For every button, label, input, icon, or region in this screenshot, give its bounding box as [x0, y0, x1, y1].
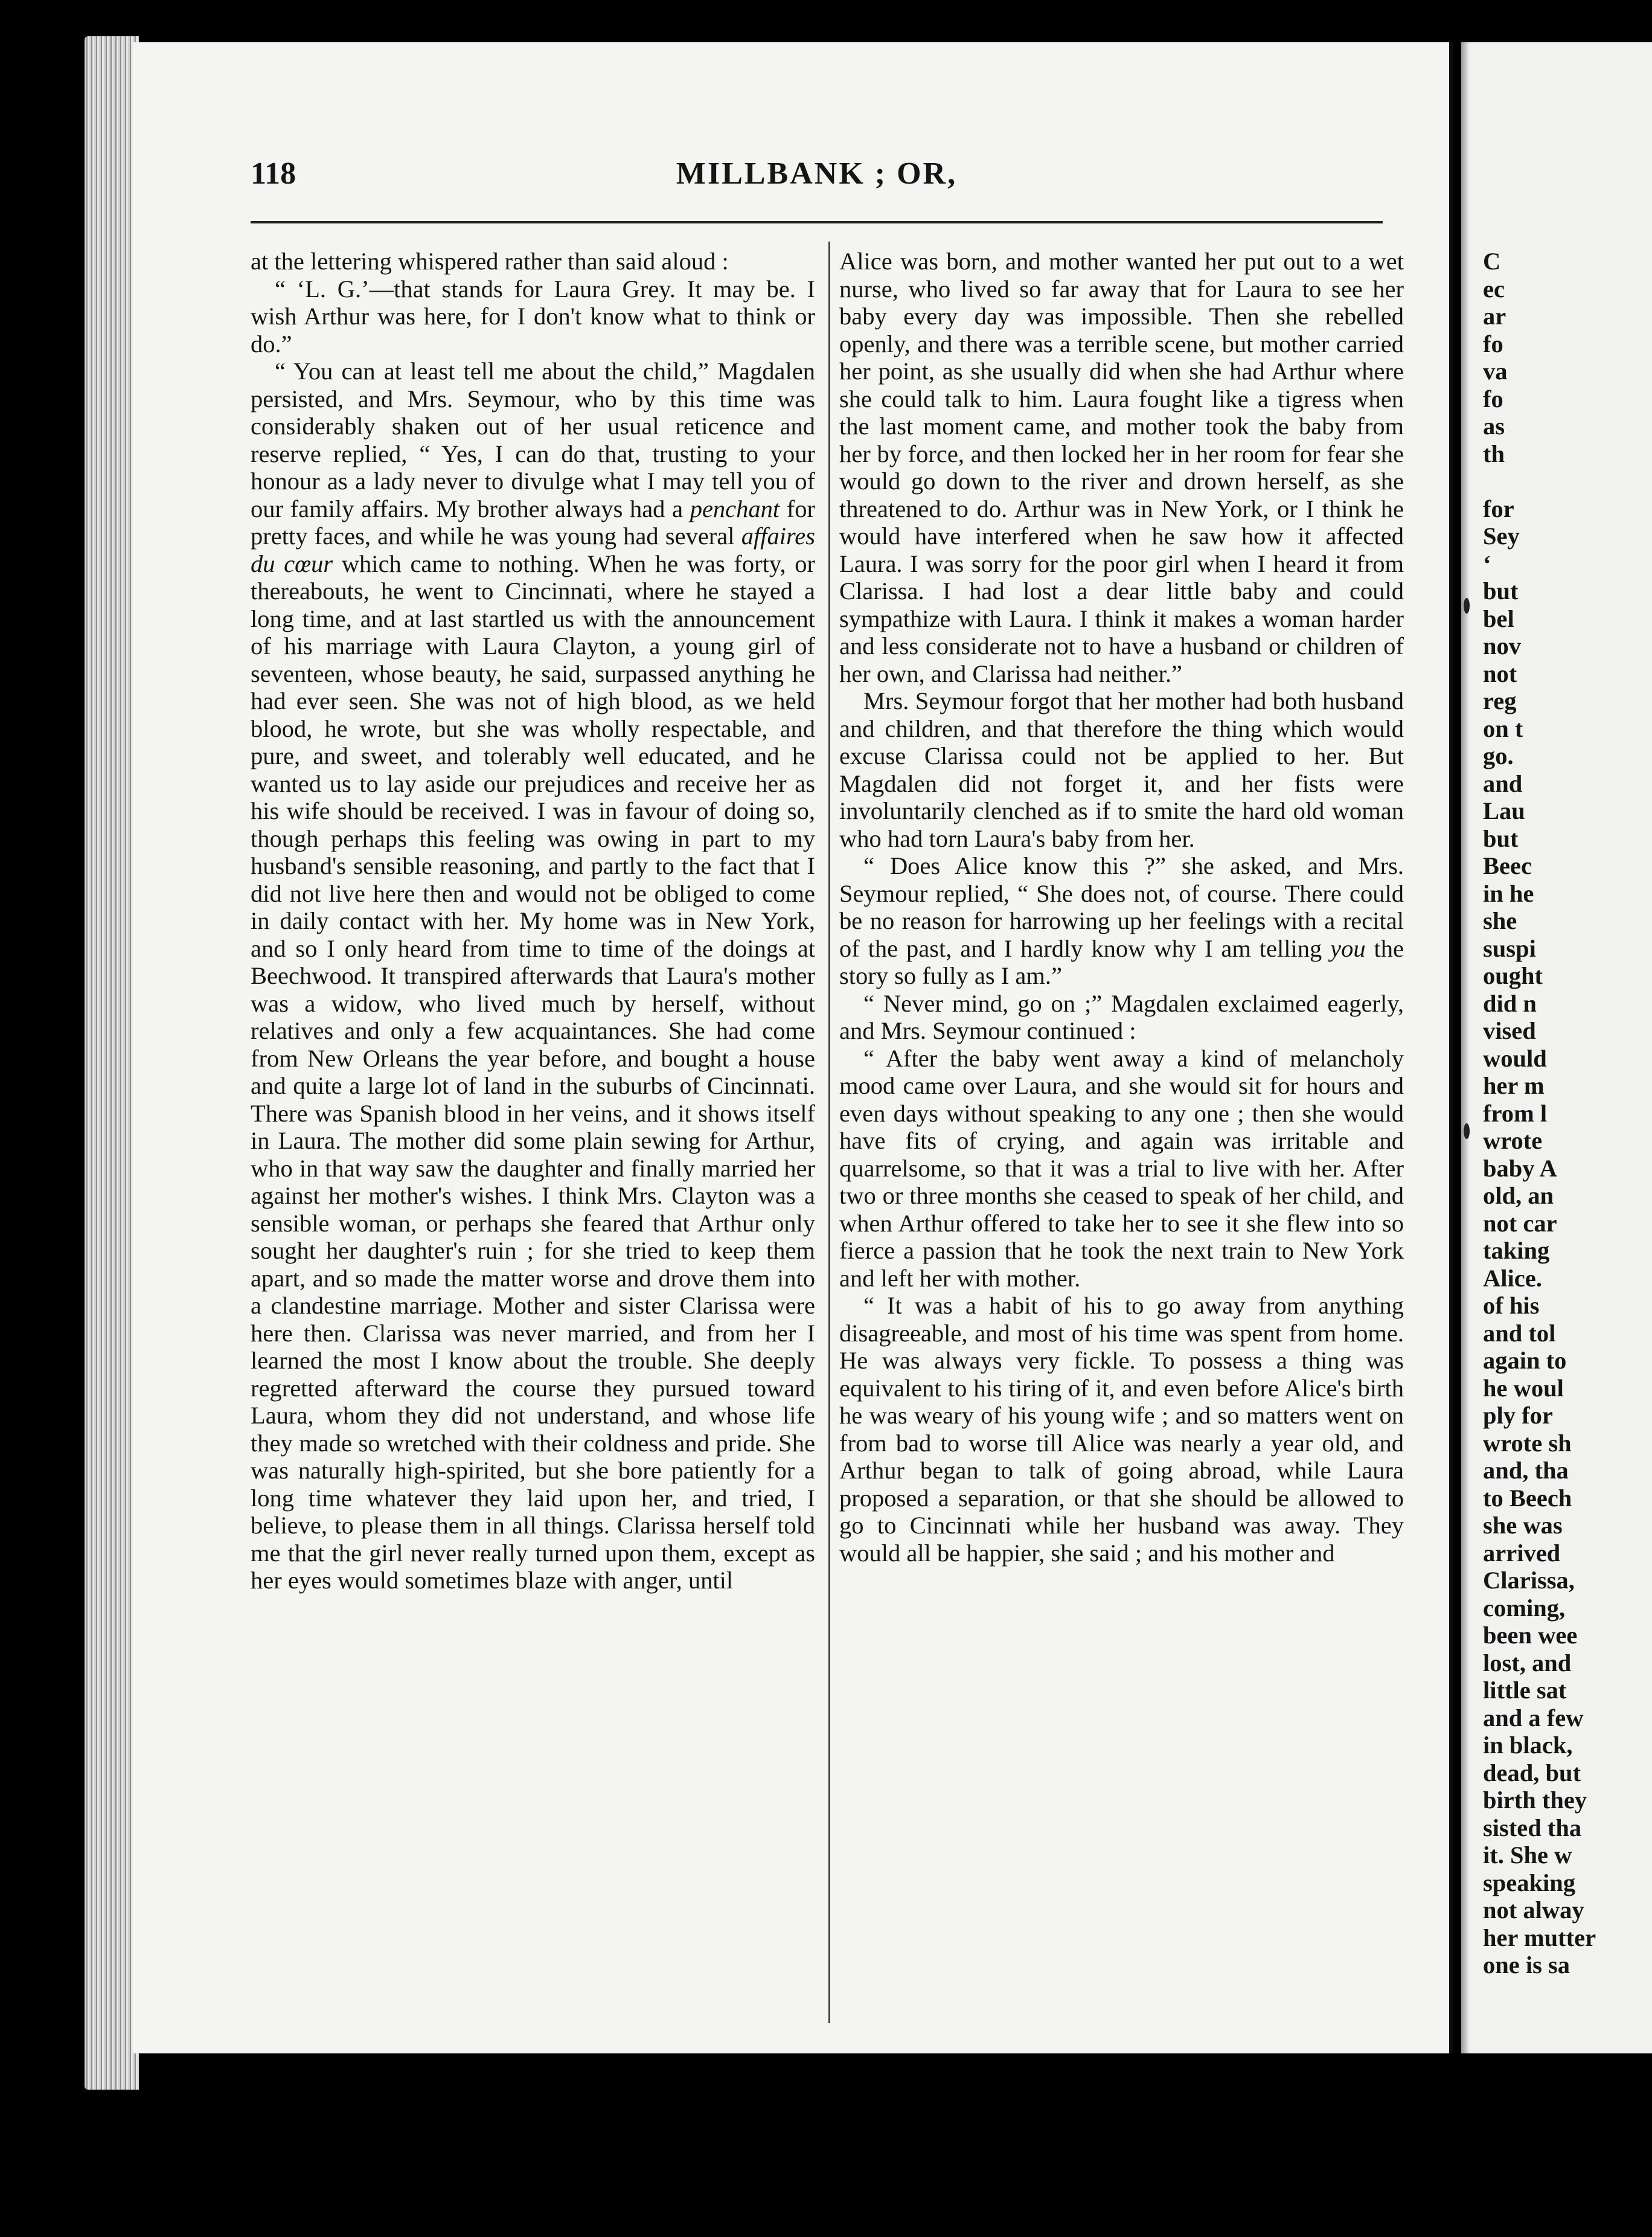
page-number: 118 [251, 156, 296, 191]
spine-mark [1464, 1123, 1470, 1139]
paragraph: “ After the baby went away a kind of melancholy mood came over Laura, and she would sit for hours and even days without speaking to any one ; then she would have fits of crying, and again was irritable and quarrelsome, so that it was a trial to live with her. After two or three months she ceased to speak of her child, and when Arthur offered to take her to see it she flew into so fierce a passion that he took the next train to New York and left her with mother. [839, 1044, 1404, 1292]
page-edges [85, 36, 139, 2090]
italic-text: penchant [690, 495, 780, 522]
italic-text: affaires du cœur [251, 522, 815, 577]
left-page [133, 42, 1453, 2053]
text-run: for pretty faces, and while he was young had several [251, 495, 816, 550]
paragraph [251, 358, 815, 1594]
paragraph: “ It was a habit of his to go away from anything disagreeable, and most of his time was spent from home. He was always very fickle. To possess a thing was equivalent to his tiring of it, and even before Alice's birth he was weary of his young wife ; and so matters went on from bad to worse till Alice was nearly a year old, and Arthur began to talk of going abroad, while Laura proposed a separation, or that she should be allowed to go to Cincinnati while her husband was away. They would all be happier, she said ; and his mother and [839, 1292, 1404, 1567]
text-run: “ You can at least tell me about the child,” Magdalen persisted, and Mrs. Seymour, who by this time was considerably shaken out of her usual reticence and reserve replied, “ Yes, I can do that, trusting to your honour as a lady never to divulge what I may tell you of our family affairs. My brother always had a [251, 358, 815, 522]
left-text-column [251, 248, 815, 1594]
facing-page [1461, 42, 1652, 2053]
paragraph: Mrs. Seymour forgot that her mother had both husband and children, and that therefore the thing which would excuse Clarissa could not be applied to her. But Magdalen did not forget it, and her fists were involuntarily clenched as if to smite the hard old woman who had torn Laura's baby from her. [839, 687, 1404, 852]
column-rule [828, 242, 830, 2023]
paragraph [839, 852, 1404, 990]
header-rule [251, 221, 1383, 223]
running-title: MILLBANK ; OR, [676, 156, 958, 191]
text-run: which came to nothing. When he was forty, or thereabouts, he went to Cincinnati, where he stayed a long time, and at last startled us with the announcement of his marriage with Laura Clayton, a young girl of seventeen, whose beauty, he said, surpassed anything he had ever seen. She was not of high blood, as we held blood, he wrote, but she was wholly respectable, and pure, and sweet, and tolerably well educated, and he wanted us to lay aside our prejudices and receive her as his wife should be received. I was in favour of doing so, though perhaps this feeling was owing in part to my husband's sensible reasoning, and partly to the fact that I did not live here then and would not be obliged to come in daily contact with her. My home was in New York, and so I only heard from time to time of the doings at Beechwood. It transpired afterwards that Laura's mother was a widow, who lived much by herself, without relatives and only a few acquaintances. She had come from New Orleans the year before, and bought a house and quite a large lot of land in the suburbs of Cincinnati. There was Spanish blood in her veins, and it shows itself in Laura. The mother did some plain sewing for Arthur, who in that way saw the daughter and finally married her against her mother's wishes. I think Mrs. Clayton was a sensible woman, or perhaps she feared that Arthur only sought her daughter's ruin ; for she tried to keep them apart, and so made the matter worse and drove them into a clandestine marriage. Mother and sister Clarissa were here then. Clarissa was never married, and from her I learned the most I know about the trouble. She deeply regretted afterward the course they pursued toward Laura, whom they did not understand, and whose life they made so wretched with their coldness and pride. She was naturally high-spirited, but she bore patiently for a long time whatever they laid upon her, and tried, I believe, to please them in all things. Clarissa herself told me that the girl never really turned upon them, except as her eyes would sometimes blaze with anger, until [251, 550, 815, 1594]
paragraph: Alice was born, and mother wanted her put out to a wet nurse, who lived so far away that for Laura to see her baby every day was impossible. Then she rebelled openly, and there was a terrible scene, but mother carried her point, as she usually did when she had Arthur where she could talk to him. Laura fought like a tigress when the last moment came, and mother took the baby from her by force, and then locked her in her room for fear she would go down to the river and drown herself, as she threatened to do. Arthur was in New York, or I think he would have interfered when he saw how it affected Laura. I was sorry for the poor girl when I heard it from Clarissa. I had lost a dear little baby and could sympathize with Laura. I think it makes a woman harder and less considerate not to have a husband or children of her own, and Clarissa had neither.” [839, 248, 1404, 687]
right-text-column [839, 248, 1404, 1567]
paragraph: “ Never mind, go on ;” Magdalen exclaimed eagerly, and Mrs. Seymour continued : [839, 989, 1404, 1044]
facing-page-text-fragments: C ec ar fo va fo as th for Sey ‘ but bel nov not reg on t go. and Lau but Beec in he she suspi ought did n vised would her m from l wrote baby A old, an not car taking Alice. of his and tol again to he woul ply for wrote sh and, tha to Beech she was arrived Clarissa, coming, been wee lost, and little sat and a few in black, dead, but birth they sisted tha it. She w speaking not alway her mutter one is sa [1483, 248, 1596, 1979]
paragraph: “ ‘L. G.’—that stands for Laura Grey. It may be. I wish Arthur was here, for I don't know what to think or do.” [251, 275, 815, 358]
text-run: “ Does Alice know this ?” she asked, and Mrs. Seymour replied, “ She does not, of course. There could be no reason for harrowing up her feelings with a recital of the past, and I hardly know why I am telling [839, 852, 1404, 962]
paragraph: at the lettering whispered rather than said aloud : [251, 248, 729, 275]
spine-mark [1464, 598, 1470, 614]
italic-text: you [1330, 934, 1366, 962]
text-run: the story so fully as I am.” [839, 934, 1404, 989]
running-header [251, 145, 1383, 205]
